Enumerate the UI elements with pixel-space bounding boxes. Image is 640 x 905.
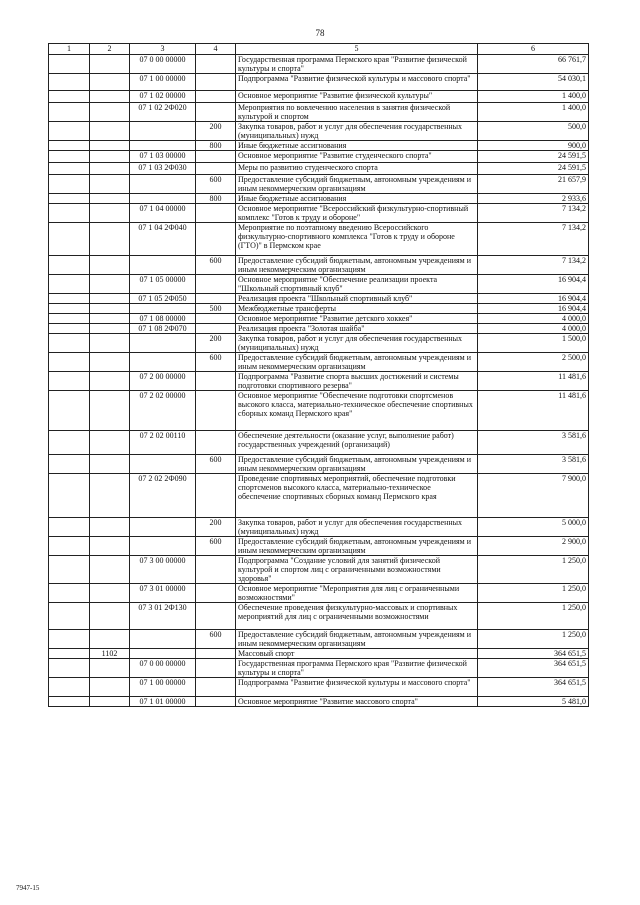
target-article-cell — [130, 141, 196, 151]
table-row — [49, 91, 589, 103]
expense-type-cell: 600 — [196, 455, 236, 474]
table-body — [49, 55, 589, 707]
target-article-cell — [130, 194, 196, 204]
description-cell: Реализация проекта "Золотая шайба" — [236, 324, 478, 334]
section-code-cell — [90, 474, 130, 518]
header-cell-6: 6 — [478, 44, 589, 55]
description-cell: Межбюджетные трансферты — [236, 304, 478, 314]
expense-type-cell — [196, 275, 236, 294]
target-article-cell — [130, 455, 196, 474]
col1-cell — [49, 353, 90, 372]
expense-type-cell: 800 — [196, 141, 236, 151]
description-cell: Меры по развитию студенческого спорта — [236, 163, 478, 175]
expense-type-cell — [196, 314, 236, 324]
section-code-cell — [90, 353, 130, 372]
amount-cell: 500,0 — [478, 122, 589, 141]
table-row — [49, 175, 589, 194]
table-row — [49, 304, 589, 314]
section-code-cell — [90, 151, 130, 163]
col1-cell — [49, 304, 90, 314]
target-article-cell: 07 1 02 2Ф020 — [130, 103, 196, 122]
amount-cell: 66 761,7 — [478, 55, 589, 74]
description-cell: Предоставление субсидий бюджетным, автономным учреждениям и иным некоммерческим организациям — [236, 455, 478, 474]
expense-type-cell: 800 — [196, 194, 236, 204]
table-row — [49, 603, 589, 630]
description-cell: Предоставление субсидий бюджетным, автономным учреждениям и иным некоммерческим организациям — [236, 175, 478, 194]
section-code-cell — [90, 334, 130, 353]
amount-cell: 7 900,0 — [478, 474, 589, 518]
table-row — [49, 431, 589, 455]
description-cell: Иные бюджетные ассигнования — [236, 194, 478, 204]
table-row — [49, 334, 589, 353]
table-row — [49, 537, 589, 556]
amount-cell: 1 250,0 — [478, 603, 589, 630]
amount-cell: 11 481,6 — [478, 391, 589, 431]
target-article-cell: 07 2 02 00110 — [130, 431, 196, 455]
amount-cell: 16 904,4 — [478, 275, 589, 294]
description-cell: Закупка товаров, работ и услуг для обеспечения государственных (муниципальных) нужд — [236, 518, 478, 537]
table-row — [49, 630, 589, 649]
section-code-cell — [90, 91, 130, 103]
section-code-cell — [90, 584, 130, 603]
col1-cell — [49, 223, 90, 256]
target-article-cell: 07 1 04 2Ф040 — [130, 223, 196, 256]
table-row — [49, 314, 589, 324]
expense-type-cell — [196, 103, 236, 122]
target-article-cell: 07 1 03 2Ф030 — [130, 163, 196, 175]
target-article-cell: 07 1 08 00000 — [130, 314, 196, 324]
amount-cell: 4 000,0 — [478, 314, 589, 324]
amount-cell: 1 250,0 — [478, 630, 589, 649]
col1-cell — [49, 275, 90, 294]
expense-type-cell — [196, 372, 236, 391]
target-article-cell — [130, 175, 196, 194]
table-row — [49, 141, 589, 151]
amount-cell: 5 000,0 — [478, 518, 589, 537]
target-article-cell — [130, 537, 196, 556]
target-article-cell — [130, 122, 196, 141]
description-cell: Подпрограмма "Развитие физической культуры и массового спорта" — [236, 678, 478, 697]
col1-cell — [49, 122, 90, 141]
section-code-cell — [90, 603, 130, 630]
target-article-cell: 07 3 01 00000 — [130, 584, 196, 603]
footer-code: 7947-15 — [16, 884, 40, 892]
description-cell: Основное мероприятие "Обеспечение реализации проекта "Школьный спортивный клуб" — [236, 275, 478, 294]
description-cell: Подпрограмма "Создание условий для занятий физической культурой и спортом лиц с ограниченными возможностями здоровья" — [236, 556, 478, 584]
description-cell: Обеспечение проведения физкультурно-массовых и спортивных мероприятий для лиц с ограниченными возможностями — [236, 603, 478, 630]
section-code-cell — [90, 294, 130, 304]
table-row — [49, 256, 589, 275]
table-row — [49, 294, 589, 304]
expense-type-cell — [196, 697, 236, 707]
table-row — [49, 649, 589, 659]
col1-cell — [49, 151, 90, 163]
description-cell: Мероприятие по поэтапному введению Всероссийского физкультурно-спортивного комплекса "Готов к труду и обороне (ГТО)" в Пермском крае — [236, 223, 478, 256]
expense-type-cell — [196, 556, 236, 584]
expense-type-cell — [196, 74, 236, 91]
amount-cell: 1 250,0 — [478, 556, 589, 584]
section-code-cell — [90, 55, 130, 74]
section-code-cell — [90, 678, 130, 697]
description-cell: Проведение спортивных мероприятий, обеспечение подготовки спортсменов высокого класса, материально-техническое обеспечение спортивных сборных команд Пермского края — [236, 474, 478, 518]
amount-cell: 2 900,0 — [478, 537, 589, 556]
table-row — [49, 275, 589, 294]
expense-type-cell — [196, 204, 236, 223]
description-cell: Основное мероприятие "Обеспечение подготовки спортсменов высокого класса, материально-техническое обеспечение спортивных сборных команд Пермского края" — [236, 391, 478, 431]
amount-cell: 900,0 — [478, 141, 589, 151]
description-cell: Предоставление субсидий бюджетным, автономным учреждениям и иным некоммерческим организациям — [236, 353, 478, 372]
section-code-cell — [90, 659, 130, 678]
target-article-cell: 07 0 00 00000 — [130, 659, 196, 678]
target-article-cell — [130, 334, 196, 353]
target-article-cell: 07 1 02 00000 — [130, 91, 196, 103]
target-article-cell: 07 3 01 2Ф130 — [130, 603, 196, 630]
target-article-cell — [130, 353, 196, 372]
expense-type-cell — [196, 294, 236, 304]
col1-cell — [49, 678, 90, 697]
section-code-cell — [90, 223, 130, 256]
expense-type-cell — [196, 659, 236, 678]
amount-cell: 5 481,0 — [478, 697, 589, 707]
amount-cell: 364 651,5 — [478, 678, 589, 697]
description-cell: Закупка товаров, работ и услуг для обеспечения государственных (муниципальных) нужд — [236, 334, 478, 353]
section-code-cell — [90, 314, 130, 324]
expense-type-cell: 600 — [196, 175, 236, 194]
col1-cell — [49, 175, 90, 194]
expense-type-cell — [196, 603, 236, 630]
header-cell-2: 2 — [90, 44, 130, 55]
target-article-cell: 07 1 05 00000 — [130, 275, 196, 294]
table-row — [49, 474, 589, 518]
section-code-cell — [90, 122, 130, 141]
target-article-cell: 07 1 01 00000 — [130, 697, 196, 707]
col1-cell — [49, 431, 90, 455]
description-cell: Подпрограмма "Развитие физической культуры и массового спорта" — [236, 74, 478, 91]
section-code-cell — [90, 204, 130, 223]
table-row — [49, 659, 589, 678]
description-cell: Основное мероприятие "Мероприятия для лиц с ограниченными возможностями" — [236, 584, 478, 603]
col1-cell — [49, 194, 90, 204]
col1-cell — [49, 455, 90, 474]
section-code-cell — [90, 697, 130, 707]
section-code-cell — [90, 518, 130, 537]
expense-type-cell — [196, 431, 236, 455]
section-code-cell — [90, 74, 130, 91]
col1-cell — [49, 55, 90, 74]
description-cell: Основное мероприятие "Развитие студенческого спорта" — [236, 151, 478, 163]
col1-cell — [49, 372, 90, 391]
target-article-cell: 07 1 00 00000 — [130, 678, 196, 697]
target-article-cell: 07 1 05 2Ф050 — [130, 294, 196, 304]
table-row — [49, 103, 589, 122]
amount-cell: 21 657,9 — [478, 175, 589, 194]
table-row — [49, 391, 589, 431]
amount-cell: 16 904,4 — [478, 294, 589, 304]
target-article-cell: 07 3 00 00000 — [130, 556, 196, 584]
table-row — [49, 353, 589, 372]
description-cell: Предоставление субсидий бюджетным, автономным учреждениям и иным некоммерческим организациям — [236, 537, 478, 556]
section-code-cell — [90, 630, 130, 649]
col1-cell — [49, 697, 90, 707]
col1-cell — [49, 518, 90, 537]
target-article-cell: 07 1 08 2Ф070 — [130, 324, 196, 334]
col1-cell — [49, 556, 90, 584]
amount-cell: 364 651,5 — [478, 649, 589, 659]
description-cell: Предоставление субсидий бюджетным, автономным учреждениям и иным некоммерческим организациям — [236, 256, 478, 275]
table-row — [49, 204, 589, 223]
target-article-cell: 07 2 02 00000 — [130, 391, 196, 431]
col1-cell — [49, 649, 90, 659]
col1-cell — [49, 474, 90, 518]
header-cell-5: 5 — [236, 44, 478, 55]
amount-cell: 1 500,0 — [478, 334, 589, 353]
table-row — [49, 74, 589, 91]
section-code-cell — [90, 175, 130, 194]
table-row — [49, 697, 589, 707]
table-row — [49, 584, 589, 603]
table-row — [49, 556, 589, 584]
col1-cell — [49, 141, 90, 151]
amount-cell: 2 933,6 — [478, 194, 589, 204]
amount-cell: 1 400,0 — [478, 103, 589, 122]
table-row — [49, 324, 589, 334]
target-article-cell — [130, 304, 196, 314]
section-code-cell: 1102 — [90, 649, 130, 659]
target-article-cell: 07 1 03 00000 — [130, 151, 196, 163]
table-row — [49, 194, 589, 204]
col1-cell — [49, 324, 90, 334]
table-row — [49, 678, 589, 697]
section-code-cell — [90, 103, 130, 122]
target-article-cell: 07 0 00 00000 — [130, 55, 196, 74]
description-cell: Государственная программа Пермского края "Развитие физической культуры и спорта" — [236, 659, 478, 678]
expense-type-cell: 200 — [196, 334, 236, 353]
expense-type-cell: 600 — [196, 256, 236, 275]
amount-cell: 24 591,5 — [478, 151, 589, 163]
col1-cell — [49, 103, 90, 122]
expense-type-cell: 200 — [196, 518, 236, 537]
target-article-cell — [130, 649, 196, 659]
amount-cell: 3 581,6 — [478, 455, 589, 474]
amount-cell: 7 134,2 — [478, 223, 589, 256]
description-cell: Государственная программа Пермского края "Развитие физической культуры и спорта" — [236, 55, 478, 74]
section-code-cell — [90, 163, 130, 175]
target-article-cell — [130, 630, 196, 649]
description-cell: Основное мероприятие "Всероссийский физкультурно-спортивный комплекс "Готов к труду и обороне" — [236, 204, 478, 223]
amount-cell: 4 000,0 — [478, 324, 589, 334]
expense-type-cell — [196, 391, 236, 431]
expense-type-cell: 600 — [196, 353, 236, 372]
col1-cell — [49, 256, 90, 275]
amount-cell: 3 581,6 — [478, 431, 589, 455]
col1-cell — [49, 391, 90, 431]
description-cell: Иные бюджетные ассигнования — [236, 141, 478, 151]
table-row — [49, 372, 589, 391]
section-code-cell — [90, 194, 130, 204]
col1-cell — [49, 537, 90, 556]
header-cell-3: 3 — [130, 44, 196, 55]
page-number: 78 — [315, 28, 325, 38]
amount-cell: 7 134,2 — [478, 204, 589, 223]
table-row — [49, 223, 589, 256]
description-cell: Основное мероприятие "Развитие детского хоккея" — [236, 314, 478, 324]
section-code-cell — [90, 556, 130, 584]
col1-cell — [49, 659, 90, 678]
col1-cell — [49, 294, 90, 304]
target-article-cell: 07 2 02 2Ф090 — [130, 474, 196, 518]
budget-table — [48, 43, 589, 707]
expense-type-cell — [196, 55, 236, 74]
expense-type-cell: 500 — [196, 304, 236, 314]
amount-cell: 16 904,4 — [478, 304, 589, 314]
table-row — [49, 455, 589, 474]
col1-cell — [49, 584, 90, 603]
section-code-cell — [90, 275, 130, 294]
section-code-cell — [90, 372, 130, 391]
expense-type-cell — [196, 649, 236, 659]
expense-type-cell — [196, 584, 236, 603]
col1-cell — [49, 314, 90, 324]
amount-cell: 1 400,0 — [478, 91, 589, 103]
amount-cell: 1 250,0 — [478, 584, 589, 603]
description-cell: Основное мероприятие "Развитие массового спорта" — [236, 697, 478, 707]
section-code-cell — [90, 537, 130, 556]
expense-type-cell — [196, 163, 236, 175]
col1-cell — [49, 74, 90, 91]
expense-type-cell — [196, 678, 236, 697]
target-article-cell: 07 1 04 00000 — [130, 204, 196, 223]
header-cell-1: 1 — [49, 44, 90, 55]
description-cell: Реализация проекта "Школьный спортивный клуб" — [236, 294, 478, 304]
header-cell-4: 4 — [196, 44, 236, 55]
table-header-row — [49, 44, 589, 55]
col1-cell — [49, 603, 90, 630]
amount-cell: 364 651,5 — [478, 659, 589, 678]
target-article-cell: 07 1 00 00000 — [130, 74, 196, 91]
col1-cell — [49, 630, 90, 649]
description-cell: Массовый спорт — [236, 649, 478, 659]
target-article-cell — [130, 256, 196, 275]
expense-type-cell — [196, 151, 236, 163]
section-code-cell — [90, 304, 130, 314]
col1-cell — [49, 163, 90, 175]
amount-cell: 54 030,1 — [478, 74, 589, 91]
expense-type-cell — [196, 324, 236, 334]
target-article-cell — [130, 518, 196, 537]
section-code-cell — [90, 391, 130, 431]
description-cell: Основное мероприятие "Развитие физической культуры" — [236, 91, 478, 103]
target-article-cell: 07 2 00 00000 — [130, 372, 196, 391]
table-row — [49, 163, 589, 175]
col1-cell — [49, 91, 90, 103]
amount-cell: 7 134,2 — [478, 256, 589, 275]
section-code-cell — [90, 141, 130, 151]
section-code-cell — [90, 324, 130, 334]
expense-type-cell: 600 — [196, 537, 236, 556]
table-row — [49, 55, 589, 74]
expense-type-cell — [196, 474, 236, 518]
section-code-cell — [90, 256, 130, 275]
description-cell: Предоставление субсидий бюджетным, автономным учреждениям и иным некоммерческим организациям — [236, 630, 478, 649]
amount-cell: 2 500,0 — [478, 353, 589, 372]
section-code-cell — [90, 455, 130, 474]
description-cell: Закупка товаров, работ и услуг для обеспечения государственных (муниципальных) нужд — [236, 122, 478, 141]
section-code-cell — [90, 431, 130, 455]
description-cell: Мероприятия по вовлечению населения в занятия физической культурой и спортом — [236, 103, 478, 122]
expense-type-cell — [196, 91, 236, 103]
col1-cell — [49, 204, 90, 223]
expense-type-cell: 600 — [196, 630, 236, 649]
amount-cell: 24 591,5 — [478, 163, 589, 175]
table-row — [49, 518, 589, 537]
expense-type-cell — [196, 223, 236, 256]
table-row — [49, 151, 589, 163]
table-row — [49, 122, 589, 141]
expense-type-cell: 200 — [196, 122, 236, 141]
col1-cell — [49, 334, 90, 353]
description-cell: Подпрограмма "Развитие спорта высших достижений и системы подготовки спортивного резерва" — [236, 372, 478, 391]
description-cell: Обеспечение деятельности (оказание услуг, выполнение работ) государственных учреждений (организаций) — [236, 431, 478, 455]
amount-cell: 11 481,6 — [478, 372, 589, 391]
